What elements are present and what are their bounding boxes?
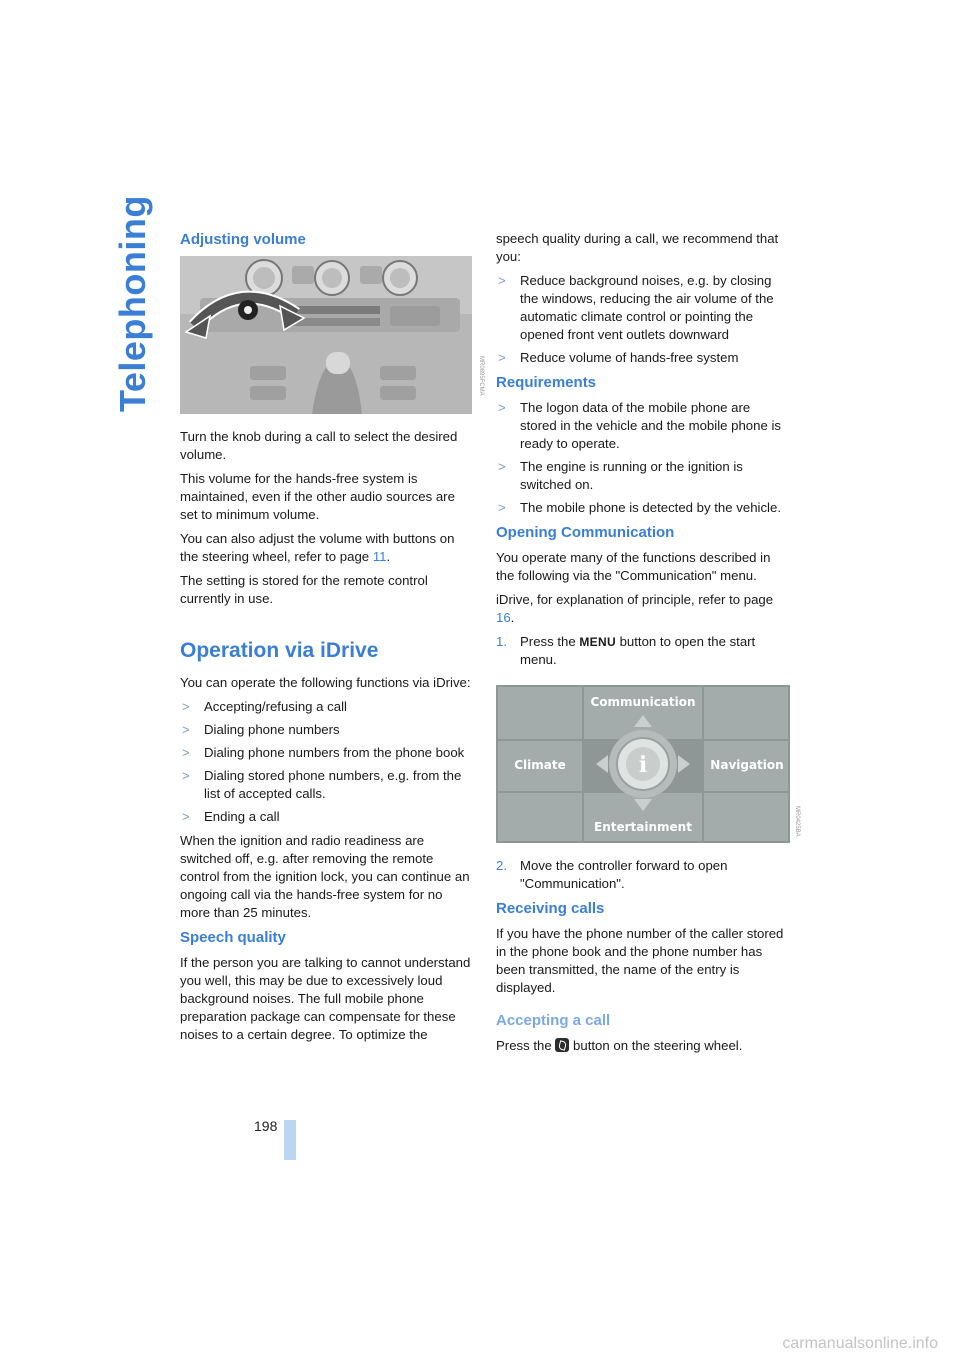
- heading-opening-communication: Opening Communication: [496, 524, 675, 541]
- right-column: [496, 230, 788, 1061]
- paragraph: If the person you are talking to cannot understand you well, this may be due to excessively loud background noises. The full mobile phone preparation package can compensate for these noises to a certain degree. To optimize the: [180, 955, 471, 1042]
- paragraph: Turn the knob during a call to select the desired volume.: [180, 429, 458, 462]
- figure-code: MR0425BA: [794, 806, 800, 837]
- paragraph: When the ignition and radio readiness are switched off, e.g. after removing the remote control from the ignition lock, you can continue an ongoing call via the hands-free system for no more than 25 minutes.: [180, 833, 470, 920]
- paragraph: You can also adjust the volume with buttons on the steering wheel, refer to page 11.: [180, 531, 455, 564]
- page-link-16[interactable]: 16: [496, 610, 511, 625]
- left-column: [180, 230, 472, 1050]
- page-link-11[interactable]: 11: [372, 549, 387, 564]
- paragraph: If you have the phone number of the caller stored in the phone book and the phone number has been transmitted, the name of the entry is displayed.: [496, 926, 784, 995]
- heading-speech-quality: Speech quality: [180, 929, 286, 946]
- paragraph: This volume for the hands-free system is maintained, even if the other audio sources are set to minimum volume.: [180, 471, 455, 522]
- list-item: > The logon data of the mobile phone are stored in the vehicle and the mobile phone is ready to operate.: [496, 399, 788, 453]
- figure-code: MR0895FCMA: [478, 356, 484, 396]
- list-item: > The engine is running or the ignition is switched on.: [496, 458, 788, 494]
- menu-button-glyph: MENU: [579, 635, 616, 649]
- paragraph: The setting is stored for the remote control currently in use.: [180, 573, 428, 606]
- menu-label-communication: Communication: [590, 695, 696, 709]
- phone-button-icon: [555, 1038, 569, 1052]
- list-item: > The mobile phone is detected by the vehicle.: [496, 499, 788, 517]
- list-item: > Dialing phone numbers: [180, 721, 472, 739]
- paragraph: speech quality during a call, we recommend that you:: [496, 231, 779, 264]
- page-number-bar: [284, 1120, 296, 1160]
- numbered-list: [496, 857, 788, 893]
- idrive-start-menu-figure: [496, 685, 790, 843]
- list-item: > Accepting/refusing a call: [180, 698, 472, 716]
- page-number: 198: [254, 1118, 278, 1134]
- heading-operation-via-idrive: Operation via iDrive: [180, 639, 379, 662]
- side-chapter-title: Telephoning: [112, 195, 153, 412]
- idrive-center-i-icon: i: [638, 752, 648, 778]
- paragraph: Press the button on the steering wheel.: [496, 1038, 743, 1053]
- menu-label-entertainment: Entertainment: [594, 820, 692, 834]
- menu-label-climate: Climate: [514, 758, 566, 772]
- list-item: > Ending a call: [180, 808, 472, 826]
- bullet-list: [496, 272, 788, 367]
- heading-adjusting-volume: Adjusting volume: [180, 231, 306, 248]
- list-item: > Reduce background noises, e.g. by closing the windows, reducing the air volume of the automatic climate control or pointing the opened front vent outlets downward: [496, 272, 788, 344]
- paragraph: iDrive, for explanation of principle, refer to page 16.: [496, 592, 774, 625]
- heading-requirements: Requirements: [496, 374, 597, 391]
- console-volume-knob-figure: [180, 256, 472, 414]
- list-item: > Dialing stored phone numbers, e.g. from the list of accepted calls.: [180, 767, 472, 803]
- bullet-list: [496, 399, 788, 517]
- list-item: 1. Press the MENU button to open the start menu.: [496, 634, 756, 667]
- bullet-list: [180, 698, 472, 826]
- paragraph: You operate many of the functions described in the following via the "Communication" menu.: [496, 550, 771, 583]
- menu-label-navigation: Navigation: [710, 758, 784, 772]
- watermark: carmanualsonline.info: [782, 1335, 938, 1352]
- paragraph: You can operate the following functions via iDrive:: [180, 675, 471, 690]
- list-item: 2. Move the controller forward to open "Communication".: [496, 858, 728, 891]
- heading-accepting-a-call: Accepting a call: [496, 1012, 611, 1029]
- heading-receiving-calls: Receiving calls: [496, 900, 605, 917]
- list-item: > Reduce volume of hands-free system: [496, 349, 788, 367]
- numbered-list: [496, 633, 788, 669]
- list-item: > Dialing phone numbers from the phone book: [180, 744, 472, 762]
